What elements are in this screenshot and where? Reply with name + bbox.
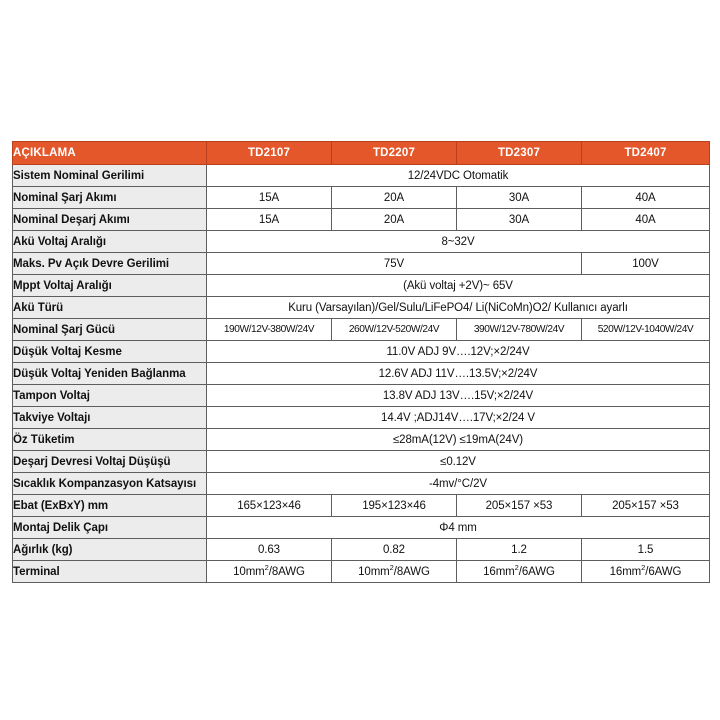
row-value: 260W/12V-520W/24V (332, 319, 457, 341)
row-value: 195×123×46 (332, 495, 457, 517)
row-label: Tampon Voltaj (13, 385, 207, 407)
row-label: Deşarj Devresi Voltaj Düşüşü (13, 451, 207, 473)
table-body (13, 165, 710, 583)
row-value: 100V (582, 253, 710, 275)
row-value: 12/24VDC Otomatik (207, 165, 710, 187)
table-row (13, 297, 710, 319)
row-label: Akü Türü (13, 297, 207, 319)
table-row (13, 473, 710, 495)
row-value: 0.63 (207, 539, 332, 561)
row-value: 20A (332, 209, 457, 231)
row-value: 190W/12V-380W/24V (207, 319, 332, 341)
table-row (13, 275, 710, 297)
row-label: Öz Tüketim (13, 429, 207, 451)
row-label: Sistem Nominal Gerilimi (13, 165, 207, 187)
table-row (13, 561, 710, 583)
table-row (13, 253, 710, 275)
row-value: -4mv/°C/2V (207, 473, 710, 495)
column-header-model-3: TD2307 (457, 142, 582, 165)
row-value: $10mm^2/8AWG$ (332, 561, 457, 583)
row-value: $10mm^2/8AWG$ (207, 561, 332, 583)
row-label: Ebat (ExBxY) mm (13, 495, 207, 517)
superscript-two: 2 (389, 562, 394, 572)
row-label: Montaj Delik Çapı (13, 517, 207, 539)
column-header-description: AÇIKLAMA (13, 142, 207, 165)
row-value: 20A (332, 187, 457, 209)
table-row (13, 341, 710, 363)
column-header-model-4: TD2407 (582, 142, 710, 165)
row-label: Akü Voltaj Aralığı (13, 231, 207, 253)
row-value: ≤28mA(12V) ≤19mA(24V) (207, 429, 710, 451)
row-label: Sıcaklık Kompanzasyon Katsayısı (13, 473, 207, 495)
row-value: (Akü voltaj +2V)~ 65V (207, 275, 710, 297)
row-value: Kuru (Varsayılan)/Gel/Sulu/LiFePO4/ Li(NiCoMn)O2/ Kullanıcı ayarlı (207, 297, 710, 319)
row-value: 14.4V ;ADJ14V….17V;×2/24 V (207, 407, 710, 429)
table-header (13, 142, 710, 165)
specification-table-container (12, 141, 709, 583)
row-label: Takviye Voltajı (13, 407, 207, 429)
row-value: 13.8V ADJ 13V….15V;×2/24V (207, 385, 710, 407)
row-value: 12.6V ADJ 11V….13.5V;×2/24V (207, 363, 710, 385)
table-row (13, 429, 710, 451)
row-value: Φ4 mm (207, 517, 710, 539)
superscript-two: 2 (264, 562, 269, 572)
superscript-two: 2 (514, 562, 519, 572)
superscript-two: 2 (641, 562, 646, 572)
row-label: Ağırlık (kg) (13, 539, 207, 561)
row-value: 15A (207, 209, 332, 231)
row-label: Maks. Pv Açık Devre Gerilimi (13, 253, 207, 275)
table-row (13, 363, 710, 385)
table-row (13, 495, 710, 517)
row-label: Mppt Voltaj Aralığı (13, 275, 207, 297)
row-value: $16mm^2/6AWG$ (582, 561, 710, 583)
row-value: 11.0V ADJ 9V….12V;×2/24V (207, 341, 710, 363)
row-value: 8~32V (207, 231, 710, 253)
table-row (13, 209, 710, 231)
table-row (13, 517, 710, 539)
table-row (13, 407, 710, 429)
column-header-model-1: TD2107 (207, 142, 332, 165)
column-header-model-2: TD2207 (332, 142, 457, 165)
table-row (13, 319, 710, 341)
table-row (13, 187, 710, 209)
row-value: 520W/12V-1040W/24V (582, 319, 710, 341)
specification-table (12, 141, 710, 583)
row-value: 205×157 ×53 (582, 495, 710, 517)
row-label: Nominal Deşarj Akımı (13, 209, 207, 231)
table-header-row (13, 142, 710, 165)
row-value: 1.2 (457, 539, 582, 561)
row-label: Terminal (13, 561, 207, 583)
table-row (13, 385, 710, 407)
row-value: 30A (457, 209, 582, 231)
row-value: 15A (207, 187, 332, 209)
row-label: Nominal Şarj Gücü (13, 319, 207, 341)
row-value: 390W/12V-780W/24V (457, 319, 582, 341)
row-label: Düşük Voltaj Yeniden Bağlanma (13, 363, 207, 385)
row-value: $16mm^2/6AWG$ (457, 561, 582, 583)
row-label: Düşük Voltaj Kesme (13, 341, 207, 363)
table-row (13, 451, 710, 473)
table-row (13, 539, 710, 561)
table-row (13, 231, 710, 253)
row-value: 165×123×46 (207, 495, 332, 517)
table-row (13, 165, 710, 187)
row-value: ≤0.12V (207, 451, 710, 473)
row-label: Nominal Şarj Akımı (13, 187, 207, 209)
row-value: 30A (457, 187, 582, 209)
row-value: 0.82 (332, 539, 457, 561)
row-value: 75V (207, 253, 582, 275)
row-value: 40A (582, 209, 710, 231)
row-value: 205×157 ×53 (457, 495, 582, 517)
row-value: 40A (582, 187, 710, 209)
row-value: 1.5 (582, 539, 710, 561)
